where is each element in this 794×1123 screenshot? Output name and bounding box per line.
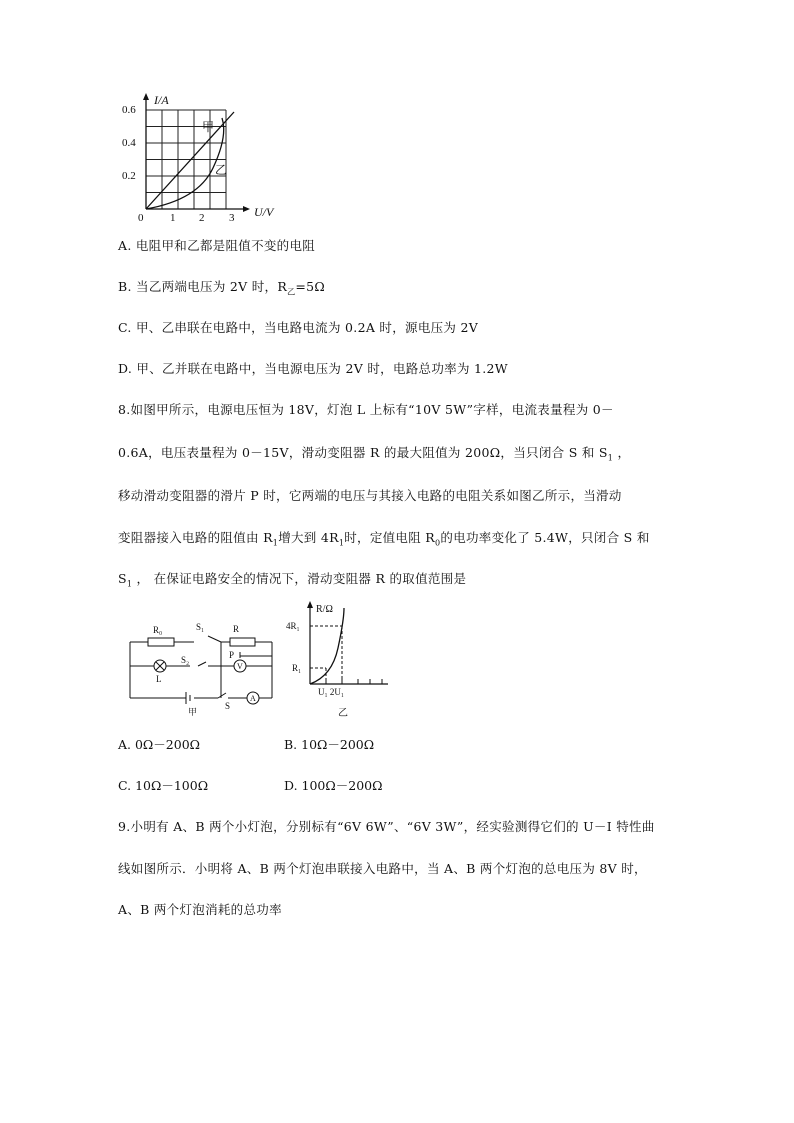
y-axis-arrow xyxy=(143,93,149,100)
label-r0: R₀ xyxy=(153,625,163,635)
q8-option-d: D. 100Ω－200Ω xyxy=(284,778,383,793)
q8-line-5-sub: 1 xyxy=(126,579,133,589)
label-a: A xyxy=(250,694,256,703)
label-p: P xyxy=(229,650,235,660)
label-v: V xyxy=(237,662,243,671)
q8-line-5-a: S xyxy=(118,571,127,586)
q8-line-2 xyxy=(118,443,630,463)
q7-option-d: D. 甲、乙并联在电路中，当电源电压为 2V 时，电路总功率为 1.2W xyxy=(118,361,508,376)
y-tick-04: 0.4 xyxy=(122,137,136,149)
q8-line-4-a: 变阻器接入电路的阻值由 R xyxy=(118,530,273,545)
graph2-y-arrow xyxy=(307,601,313,608)
y-tick-06: 0.6 xyxy=(122,104,136,116)
q8-option-a: A. 0Ω－200Ω xyxy=(118,737,201,752)
resistor-r xyxy=(230,638,255,646)
q8-line-4-sub3: 0 xyxy=(435,538,441,548)
x-tick-3: 3 xyxy=(229,212,235,223)
q8-line-4 xyxy=(118,528,650,548)
resistor-r0 xyxy=(148,638,174,646)
q8-line-1: 8.如图甲所示，电源电压恒为 18V，灯泡 L 上标有“10V 5W”字样，电流表量程为 0－ xyxy=(118,402,614,417)
q8-line-2-a: 0.6A，电压表量程为 0－15V，滑动变阻器 R 的最大阻值为 200Ω，当只闭合 S 和 S xyxy=(118,445,608,460)
q8-option-b: B. 10Ω－200Ω xyxy=(284,737,375,752)
x-tick-2: 2 xyxy=(199,212,205,223)
q8-line-3: 移动滑动变阻器的滑片 P 时，它两端的电压与其接入电路的电阻关系如图乙所示，当滑动 xyxy=(118,488,622,503)
x-axis-label: U/V xyxy=(254,205,274,219)
q7-option-c: C. 甲、乙串联在电路中，当电路电流为 0.2A 时，源电压为 2V xyxy=(118,320,479,335)
q8-line-5 xyxy=(118,569,466,589)
q8-line-4-sub2: 1 xyxy=(338,538,345,548)
q8-line-2-b: ， xyxy=(613,445,631,460)
q9-line-1: 9.小明有 A、B 两个小灯泡，分别标有“6V 6W”、“6V 3W”，经实验测得它们的 U－I 特性曲 xyxy=(118,819,655,834)
r-u-graph xyxy=(282,598,392,720)
graph2-y-tick-top: 4R₁ xyxy=(286,621,300,631)
q8-line-5-b: ， 在保证电路安全的情况下，滑动变阻器 R 的取值范围是 xyxy=(132,571,467,586)
q9-line-2: 线如图所示．小明将 A、B 两个灯泡串联接入电路中，当 A、B 两个灯泡的总电压为 8V 时， xyxy=(118,861,647,876)
label-s1: S₁ xyxy=(196,622,205,632)
circuit-caption: 甲 xyxy=(188,707,198,716)
graph2-x-ticks: U₁ 2U₁ xyxy=(318,687,345,697)
graph2-caption: 乙 xyxy=(338,708,348,719)
y-tick-02: 0.2 xyxy=(122,170,136,182)
label-s: S xyxy=(225,701,231,711)
curve-label-yi: 乙 xyxy=(215,163,228,177)
label-r: R xyxy=(233,624,240,634)
x-axis-arrow xyxy=(243,206,250,212)
y-axis-label: I/A xyxy=(154,93,169,107)
circuit-diagram xyxy=(122,616,282,716)
graph2-y-label: R/Ω xyxy=(316,604,333,615)
graph2-y-tick-low: R₁ xyxy=(292,663,302,673)
x-tick-0: 0 xyxy=(138,212,144,223)
x-tick-1: 1 xyxy=(170,212,176,223)
q7-option-b xyxy=(118,277,325,298)
q8-line-2-sub: 1 xyxy=(607,453,614,463)
q7-option-a: A. 电阻甲和乙都是阻值不变的电阻 xyxy=(118,238,316,253)
graph2-curve xyxy=(310,608,344,684)
q9-line-3: A、B 两个灯泡消耗的总功率 xyxy=(118,902,282,917)
curve-label-jia: 甲 xyxy=(202,120,215,134)
q8-line-4-d: 的电功率变化了 5.4W，只闭合 S 和 xyxy=(440,530,650,545)
q7-option-b-prefix: B. 当乙两端电压为 2V 时，R xyxy=(118,279,288,294)
label-s2: S₂ xyxy=(181,655,190,665)
q7-option-b-sub: 乙 xyxy=(287,287,296,297)
q8-line-4-b: 增大到 4R xyxy=(278,530,339,545)
iu-graph xyxy=(118,88,288,223)
q8-line-4-sub1: 1 xyxy=(272,538,279,548)
label-l: L xyxy=(156,674,162,684)
q8-option-c: C. 10Ω－100Ω xyxy=(118,778,209,793)
q8-line-4-c: 时，定值电阻 R xyxy=(344,530,436,545)
q7-option-b-suffix: =5Ω xyxy=(295,279,326,294)
